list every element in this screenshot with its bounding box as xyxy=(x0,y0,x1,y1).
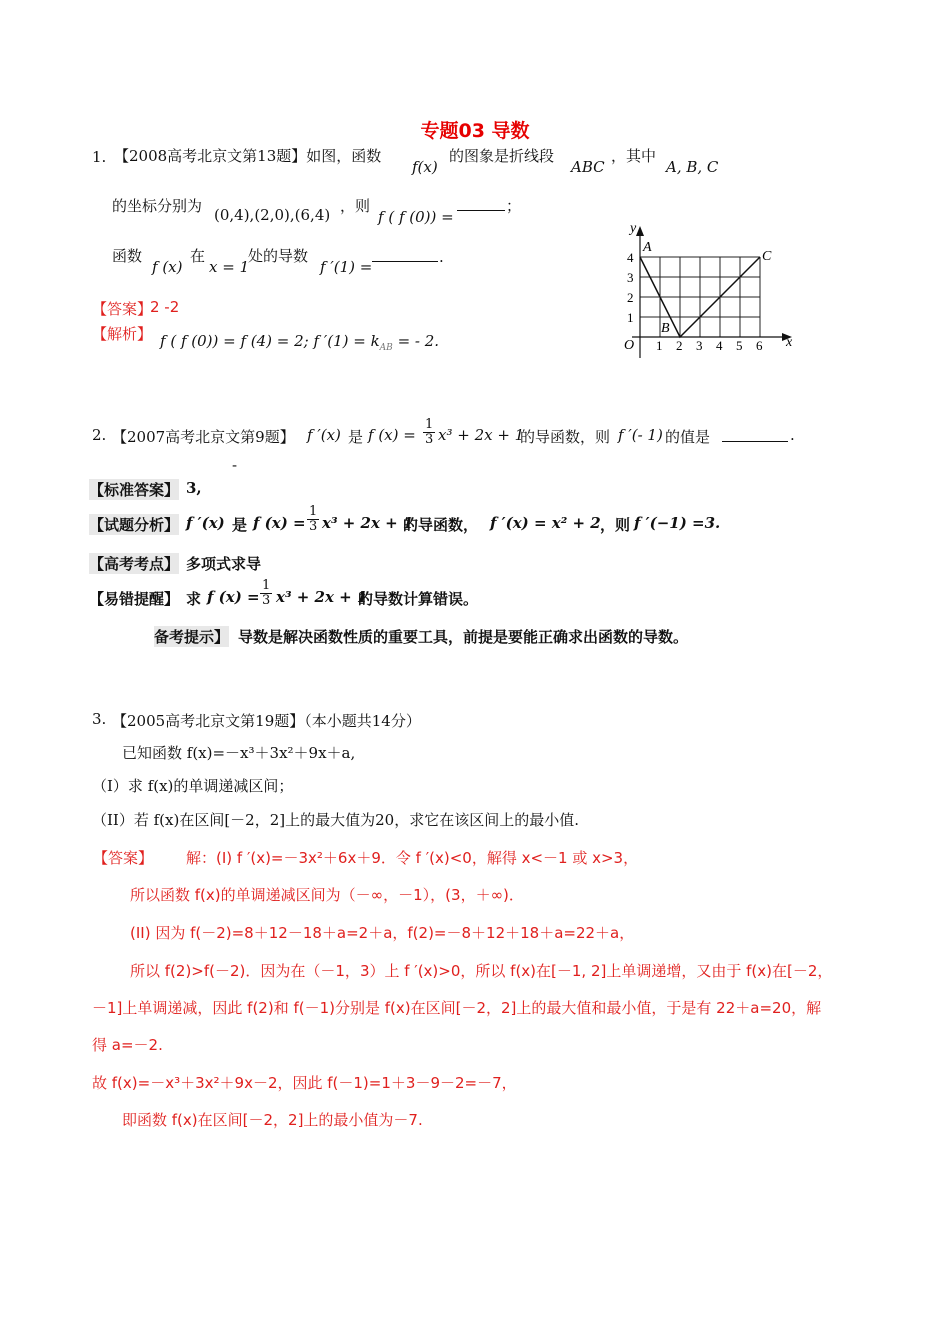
q2-error-fraction: $\frac{1}{3}$ xyxy=(262,578,271,608)
q3-source: 【2005高考北京文第19题】（本小题共14分） xyxy=(112,712,421,730)
q3-answer-line3: (II) 因为 f(－2)=8＋12－18＋a=2＋a，f(2)=－8＋12＋18＋a=22＋a， xyxy=(130,924,635,942)
q2-tip-text: 导数是解决函数性质的重要工具，前提是要能正确求出函数的导数。 xyxy=(238,628,689,646)
q1-answer: 2 -2 xyxy=(150,298,180,316)
q3-given: 已知函数 f(x)=－x³＋3x²＋9x＋a, xyxy=(122,744,356,762)
q3-answer-line1: 解：(I) f ′(x)=－3x²＋6x＋9．令 f ′(x)<0，解得 x<－1 或 x>3， xyxy=(186,849,639,867)
q1-analysis-sub: AB xyxy=(379,343,393,353)
q2-an-deriv: f ′(x) = x² + 2 xyxy=(490,514,601,532)
graph-grid xyxy=(640,257,760,337)
q1-number: 1. xyxy=(92,148,107,166)
graph-point-b: B xyxy=(661,321,670,336)
q1-blank-2 xyxy=(372,260,438,262)
graph-x-label: x xyxy=(786,335,793,350)
q2-error-fx: f (x) = xyxy=(207,588,260,606)
q1-line3-a: 函数 xyxy=(112,247,143,265)
page-title: 专题03 导数 xyxy=(420,120,530,142)
graph-ytick-3: 3 xyxy=(627,270,634,285)
q2-error-poly: x³ + 2x + 1 xyxy=(276,588,368,606)
q2-an-fraction: $\frac{1}{3}$ xyxy=(309,504,318,534)
graph-xtick-3: 3 xyxy=(696,338,703,353)
graph-ytick-1: 1 xyxy=(627,310,634,325)
q3-answer-line4: 所以 f(2)>f(－2)．因为在（－1，3）上 f ′(x)>0，所以 f(x)在[－1, 2]上单调递增，又由于 f(x)在[－2， xyxy=(130,962,833,980)
q1-semicolon: ； xyxy=(506,197,522,215)
q2-point-text: 多项式求导 xyxy=(186,555,262,573)
graph-y-label: y xyxy=(630,221,637,236)
q2-number: 2. xyxy=(92,426,107,444)
q1-blank-1 xyxy=(457,209,505,211)
graph-point-a: A xyxy=(643,240,652,255)
q1-text2: ，其中 xyxy=(611,147,657,165)
q2-text-mid: 的导函数，则 xyxy=(520,428,611,446)
q3-answer-line6: 得 a=－2. xyxy=(92,1036,163,1054)
q1-line2-a: 的坐标分别为 xyxy=(112,197,203,215)
graph-xtick-4: 4 xyxy=(716,338,723,353)
q1-line3-fx: f (x) xyxy=(152,258,183,276)
q1-period: . xyxy=(439,248,444,266)
q1-text1: 的图象是折线段 xyxy=(449,147,555,165)
q1-graph xyxy=(612,218,797,358)
q1-analysis: f ( f (0)) = f (4) = 2; f $'(1) = k_{AB}$ = - 2. xyxy=(160,332,440,353)
q2-period: . xyxy=(790,426,795,444)
q2-an-is: 是 xyxy=(232,516,248,534)
graph-ytick-2: 2 xyxy=(627,290,634,305)
q1-line3-c: 处的导数 xyxy=(248,247,309,265)
q1-source: 【2008高考北京文第13题】如图，函数 xyxy=(114,147,382,165)
q2-an-poly: x³ + 2x + 1 xyxy=(322,514,414,532)
q3-part2: （II）若 f(x)在区间[－2，2]上的最大值为20，求它在该区间上的最小值. xyxy=(92,811,579,829)
q2-point-tag: 【高考考点】 xyxy=(89,555,180,573)
q2-std-answer-tag: 【标准答案】 xyxy=(89,481,180,499)
q3-answer-line2: 所以函数 f(x)的单调递减区间为（－∞，－1），(3，＋∞)． xyxy=(130,886,524,904)
q2-an-mid: 的导函数， xyxy=(403,516,479,534)
q1-fprime1: f ′(1) = xyxy=(320,258,373,276)
q1-segment: ABC xyxy=(571,158,605,176)
q2-source: 【2007高考北京文第9题】 xyxy=(112,428,295,446)
q2-blank xyxy=(722,440,788,442)
q2-an-then: ，则 xyxy=(600,516,631,534)
graph-y-arrow xyxy=(636,226,644,236)
q2-error-pre: 求 xyxy=(186,590,202,608)
q1-x1: x = 1 xyxy=(209,258,250,276)
q2-fx-eq: f (x) = xyxy=(368,426,416,444)
graph-xtick-5: 5 xyxy=(736,338,743,353)
q2-an-value: f ′(−1) =3. xyxy=(634,514,721,532)
graph-point-c: C xyxy=(762,249,772,264)
graph-origin: O xyxy=(624,338,635,353)
q2-fpm1: f ′(- 1) xyxy=(618,426,663,444)
q2-an-fx: f (x) = xyxy=(253,514,306,532)
q2-std-answer: 3, xyxy=(186,479,202,497)
q1-points: A, B, C xyxy=(666,158,719,176)
q2-analysis-tag: 【试题分析】 xyxy=(89,516,180,534)
q2-is: 是 xyxy=(348,428,364,446)
q1-analysis-tag: 【解析】 xyxy=(92,325,153,343)
q2-fraction: $\frac{1}{3}$ xyxy=(425,417,434,447)
q2-poly: x³ + 2x + 1 xyxy=(438,426,525,444)
graph-xtick-2: 2 xyxy=(676,338,683,353)
q2-an-fpx: f ′(x) xyxy=(186,514,225,532)
q1-answer-tag: 【答案】 xyxy=(92,300,153,318)
q1-coords: (0,4),(2,0),(6,4) xyxy=(214,206,331,224)
q3-answer-line7: 故 f(x)=－x³＋3x²＋9x－2，因此 f(－1)=1＋3－9－2=－7， xyxy=(92,1074,517,1092)
graph-xtick-6: 6 xyxy=(756,338,763,353)
q2-fpx: f ′(x) xyxy=(307,426,341,444)
q2-text-end: 的值是 xyxy=(665,428,711,446)
q3-number: 3. xyxy=(92,710,107,728)
q3-answer-tag: 【答案】 xyxy=(93,849,154,867)
q3-answer-line8: 即函数 f(x)在区间[－2，2]上的最小值为－7. xyxy=(122,1111,423,1129)
q2-error-post: 的导数计算错误。 xyxy=(358,590,479,608)
graph-xtick-1: 1 xyxy=(656,338,663,353)
q1-ff0: f ( f (0)) = xyxy=(378,208,454,226)
q1-line2-b: ，则 xyxy=(340,197,371,215)
q1-fx: f(x) xyxy=(412,158,438,176)
q2-error-tag: 【易错提醒】 xyxy=(89,590,180,608)
graph-ytick-4: 4 xyxy=(627,250,634,265)
q3-answer-line5: －1]上单调递减，因此 f(2)和 f(－1)分别是 f(x)在区间[－2，2]上的最大值和最小值，于是有 22＋a=20，解 xyxy=(92,999,822,1017)
q2-dash: - xyxy=(232,456,238,474)
q1-line3-b: 在 xyxy=(190,247,206,265)
q2-tip-tag: 备考提示】 xyxy=(154,628,230,646)
q3-part1: （I）求 f(x)的单调递减区间； xyxy=(92,777,294,795)
